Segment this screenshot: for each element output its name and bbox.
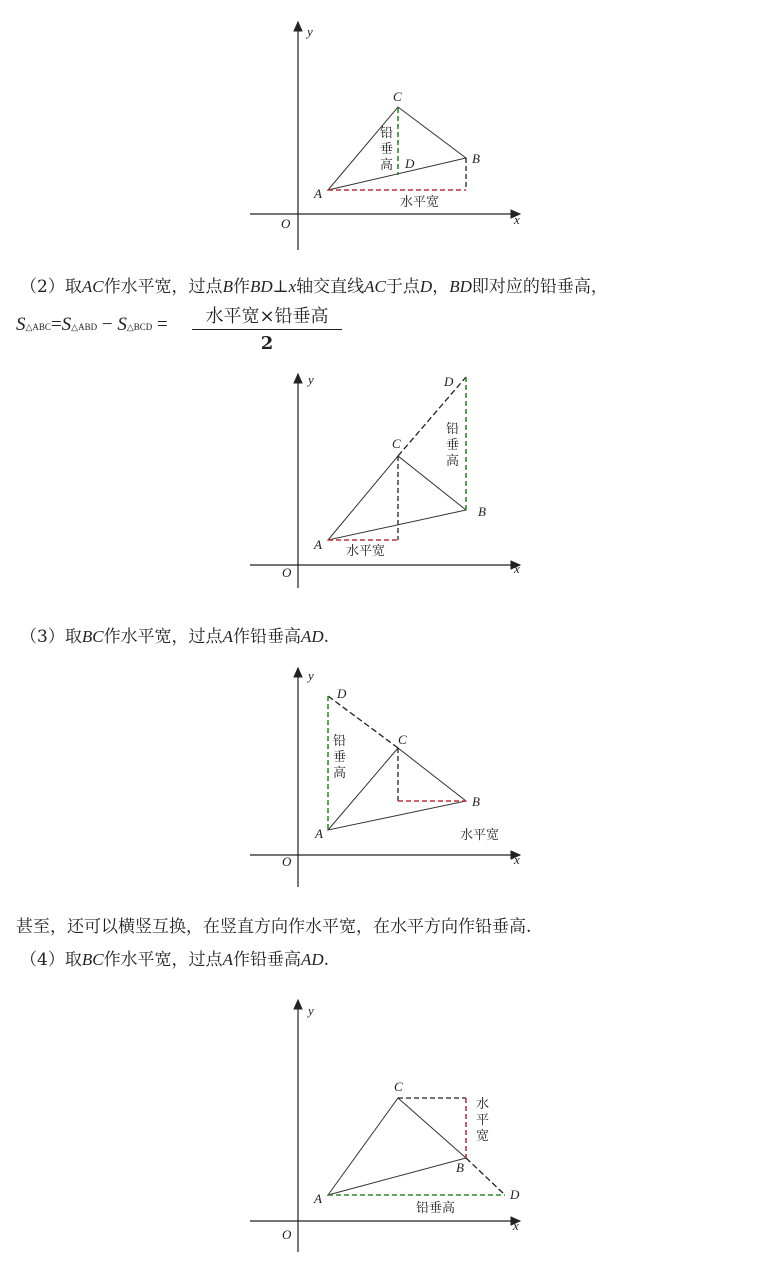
extension-bd xyxy=(466,1158,505,1195)
figure-3 xyxy=(0,660,783,890)
vertical-label-3: 高 xyxy=(446,454,460,469)
vertical-label-3: 高 xyxy=(333,766,347,781)
x-axis-label: x xyxy=(514,852,520,867)
vertical-label-2: 垂 xyxy=(333,750,347,765)
figure-4 xyxy=(0,990,783,1275)
point-b-label: B xyxy=(478,504,486,519)
point-c-label: C xyxy=(398,732,407,747)
point-c-label: C xyxy=(394,1079,403,1094)
note-text: 甚至，还可以横竖互换，在竖直方向作水平宽，在水平方向作铅垂高. xyxy=(16,917,532,937)
origin-label: O xyxy=(282,854,292,869)
horizontal-label-2: 平 xyxy=(476,1113,490,1128)
horizontal-label: 水平宽 xyxy=(400,195,440,210)
vertical-label-2: 垂 xyxy=(446,438,460,453)
point-c-label: C xyxy=(393,89,402,104)
vertical-label-1: 铅 xyxy=(333,734,347,749)
figure-1 xyxy=(0,0,783,260)
triangle-abc xyxy=(328,107,466,190)
y-axis-label: y xyxy=(308,372,314,387)
figure-4-diagram xyxy=(0,990,783,1275)
origin-label: O xyxy=(281,216,291,231)
figure-2 xyxy=(0,360,783,590)
section-3-text: （3）取BC作水平宽，过点A作铅垂高AD. xyxy=(20,627,330,647)
vertical-label-1: 铅 xyxy=(446,422,460,437)
triangle-abc xyxy=(328,748,466,830)
origin-label: O xyxy=(282,1227,292,1242)
origin-label: O xyxy=(282,565,292,580)
x-axis-label: x xyxy=(514,212,520,227)
figure-2-diagram xyxy=(0,360,783,590)
point-a-label: A xyxy=(314,1191,322,1206)
y-axis-label: y xyxy=(308,668,314,683)
point-d-label: D xyxy=(510,1187,520,1202)
point-a-label: A xyxy=(314,186,322,201)
point-b-label: B xyxy=(472,794,480,809)
point-d-label: D xyxy=(405,156,415,171)
horizontal-label-3: 宽 xyxy=(476,1129,490,1144)
vertical-label: 铅垂高 xyxy=(416,1201,456,1216)
vertical-label-3: 高 xyxy=(380,158,394,173)
point-d-label: D xyxy=(337,686,347,701)
point-b-label: B xyxy=(472,151,480,166)
vertical-label-2: 垂 xyxy=(380,142,394,157)
y-axis-label: y xyxy=(308,1003,314,1018)
y-axis-label: y xyxy=(307,24,313,39)
x-axis-label: x xyxy=(513,1218,519,1233)
horizontal-label: 水平宽 xyxy=(460,828,500,843)
formula-denominator: 2 xyxy=(260,333,274,354)
point-a-label: A xyxy=(314,537,322,552)
horizontal-label: 水平宽 xyxy=(346,544,386,559)
figure-1-diagram xyxy=(0,0,783,260)
section-2-text: （2）取AC作水平宽，过点B作BD⊥x轴交直线AC于点D，BD即对应的铅垂高， xyxy=(20,277,608,297)
point-d-label: D xyxy=(444,374,454,389)
point-b-label: B xyxy=(456,1160,464,1175)
point-a-label: A xyxy=(315,826,323,841)
figure-3-diagram xyxy=(0,660,783,890)
formula-lhs: S△ABC=S△ABD − S△BCD = xyxy=(16,314,168,335)
formula-numerator: 水平宽×铅垂高 xyxy=(192,302,342,330)
area-formula xyxy=(16,302,376,358)
triangle-abc xyxy=(328,1098,466,1195)
section-4-text: （4）取BC作水平宽，过点A作铅垂高AD. xyxy=(20,950,330,970)
x-axis-label: x xyxy=(514,561,520,576)
formula-fraction xyxy=(192,302,342,354)
point-c-label: C xyxy=(392,436,401,451)
horizontal-label-1: 水 xyxy=(476,1097,490,1112)
vertical-label-1: 铅 xyxy=(380,126,394,141)
